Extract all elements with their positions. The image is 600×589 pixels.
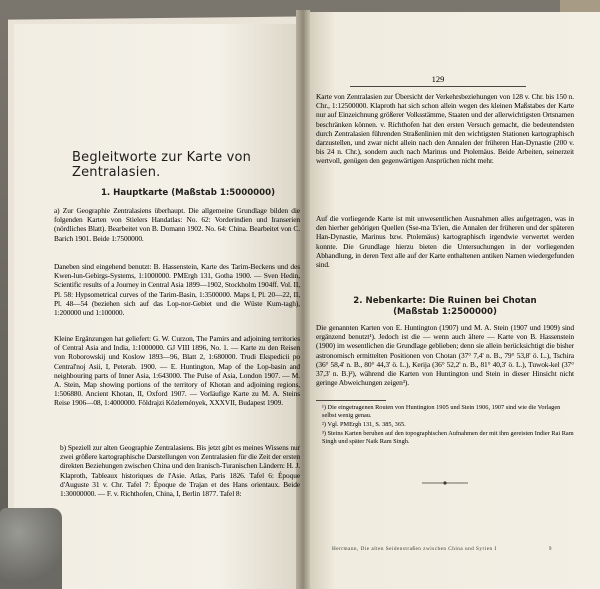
paragraph-kleine: Kleine Ergänzungen hat geliefert: G. W. Curzon, The Pamirs and adjoining territories of Central Asia and India, 1:1000000. GJ VIII 1896, No. 1. — Karte zu den Reisen von Roborowskij und Koslow 1893—96, Blatt 2, 1:680000. Trudi Ekspedicii po Central'noj Asii, I, Peterab. 1900. — E. Huntington, Map of the Lop-basin and neighbouring parts of Inner Asia, 1:643000. The Pulse of Asia, London 1907. — M. A. Stein, Map showing portions of the territory of Khotan and adjoining regions, 1:506880. Ancient Khotan, II, Oxford 1907. — Vorläufige Karte zu M. A. Steins Reise 1906—08, 1:4000000. Földrajzi Közlemények, XXXVII, Budapest 1909. — [54, 334, 300, 408]
footnote-1: ¹) Die eingetragenen Routen von Huntington 1905 und Stein 1906, 1907 sind wie die Vorlagen selbst wenig genau. — [322, 404, 561, 419]
section2-heading: 2. Nebenkarte: Die Ruinen bei Chotan — [353, 296, 537, 306]
second-paragraph: Auf die vorliegende Karte ist mit unwesentlichen Ausnahmen alles aufgetragen, was in den hierher gehörigen Quellen (Sse-ma Ts'ien, die Annalen der früheren und der späteren Han-Dynastie, Marinus bzw. Ptolemäus) kartographisch irgendwie verwertet werden konnte. Die Grundlage hierzu bieten die Untersuchungen in der vorliegenden Abhandlung, in deren Text alle auf der Karte enthaltenen antiken Namen wiedergefunden sind. — [316, 214, 574, 270]
paragraph-b: b) Speziell zur alten Geographie Zentralasiens. Bis jetzt gibt es meines Wissens nur zwei größere kartographische Darstellungen von Zentralasien für die Zeit der ersten direkten Beziehungen zwischen China und den Iranisch-Turanischen Ländern: H. J. Klaproth, Tableaux historiques de l'Asie. Atlas, Paris 1826. Tafel 6: Époque d'Auguste 31 v. Chr. Tafel 7: Époque de Trajan et des Hans orientaux. Beide 1:30000000. — F. v. Richthofen, China, I, Berlin 1877. Tafel 8: — [60, 443, 300, 499]
paragraph-a: a) Zur Geographie Zentralasiens überhaupt. Die allgemeine Grundlage bilden die folgenden Karten von Stielers Handatlas: No. 62: Vorderindien und Iranserien (nördliches Blatt). Bearbeitet von B. Domann 1902. No. 64: China. Bearbeitet von C. Barich 1901. Beide 1:7500000. — [54, 206, 300, 243]
section2-paragraph: Die genannten Karten von E. Huntington (1907) und M. A. Stein (1907 und 1909) sind ergänzend benutzt¹). Jedoch ist die — wenn auch ältere — Karte von B. Hassenstein (1900) im wesentlichen die Grundlage geblieben; denn sie allein berücksichtigt die bisher astronomisch ermittelten Positionen von Chotan (37° 7,4' n. B., 79° 53,8' ö. L.), Tschira (36° 58,4' n. B., 80° 44,3' ö. L.), Kerija (36° 52,2' n. B., 81° 40,3' ö. L.), Tuwok-kel (37° 37,3' n. B.)²), während die Karten von Huntington und Stein in dieser Hinsicht nicht geringe Abweichungen zeigen³). — [316, 323, 574, 388]
ornament-divider — [420, 478, 470, 488]
paragraph-daneben: Daneben sind eingehend benutzt: B. Hassenstein, Karte des Tarim-Beckens und des Kwen-lun-Gebirgs-Systems, 1:1000000. PMErgh 131, Gotha 1900. — Sven Hedin, Scientific results of a Journey in Central Asia 1899—1902, Stockholm 1904ff. Vol. II, Pl. 58: Hypsometrical curves of the Tarim-Basin, 1:3500000. Maps I, Pl. 20—22, II, Pl. 48—54 (beziehen sich auf das Lop-nor-Gebiet und die Wüste Kum-tagh), 1:200000 und 1:100000. — [54, 262, 300, 318]
footnote-rule — [316, 400, 386, 401]
running-footer-text: Herrmann, Die alten Seidenstraßen zwischen China und Syrien I — [332, 546, 497, 552]
header-rule — [350, 86, 526, 87]
section2-scale: (Maßstab 1:2500000) — [393, 307, 497, 317]
intro-paragraph: Karte von Zentralasien zur Übersicht der Verkehrsbeziehungen von 128 v. Chr. bis 150 n. Chr., 1:12500000. Klaproth hat sich schon allein wegen des kleinen Maßstabes der Karte nur auf Einzeichnung größerer Volksstämme, Staaten und der allerwichtigsten Ortsnamen beschränken können. v. Richthofen hat den ersten Versuch gemacht, die bedeutendsten durch Zentralasien führenden Straßenlinien mit den wichtigsten Stationen kartographisch darzustellen, und zwar nicht allein nach den Annalen der früheren Han-Dynastie (200 v. bis 24 n. Chr.), sondern auch nach Marinus und Ptolemäus. Beide Arbeiten, seinerzeit wertvoll, genügen den gegenwärtigen Ansprüchen nicht mehr. — [316, 92, 574, 166]
footnote-3: ³) Steins Karten beruhen auf den topographischen Aufnahmen der mit ihm gereisten Indier Rai Ram Singh und später Naik Ram Singh. — [322, 430, 574, 445]
running-footer — [332, 546, 592, 552]
signature-mark: 9 — [548, 546, 552, 552]
page-title: Begleitworte zur Karte von Zentralasien. — [72, 150, 252, 180]
paperweight-stone — [0, 508, 62, 589]
page-number: 129 — [431, 74, 445, 84]
footnote-2: ²) Vgl. PMErgh 131, S. 385, 365. — [322, 421, 406, 428]
section1-heading: 1. Hauptkarte (Maßstab 1:5000000) — [100, 188, 276, 198]
